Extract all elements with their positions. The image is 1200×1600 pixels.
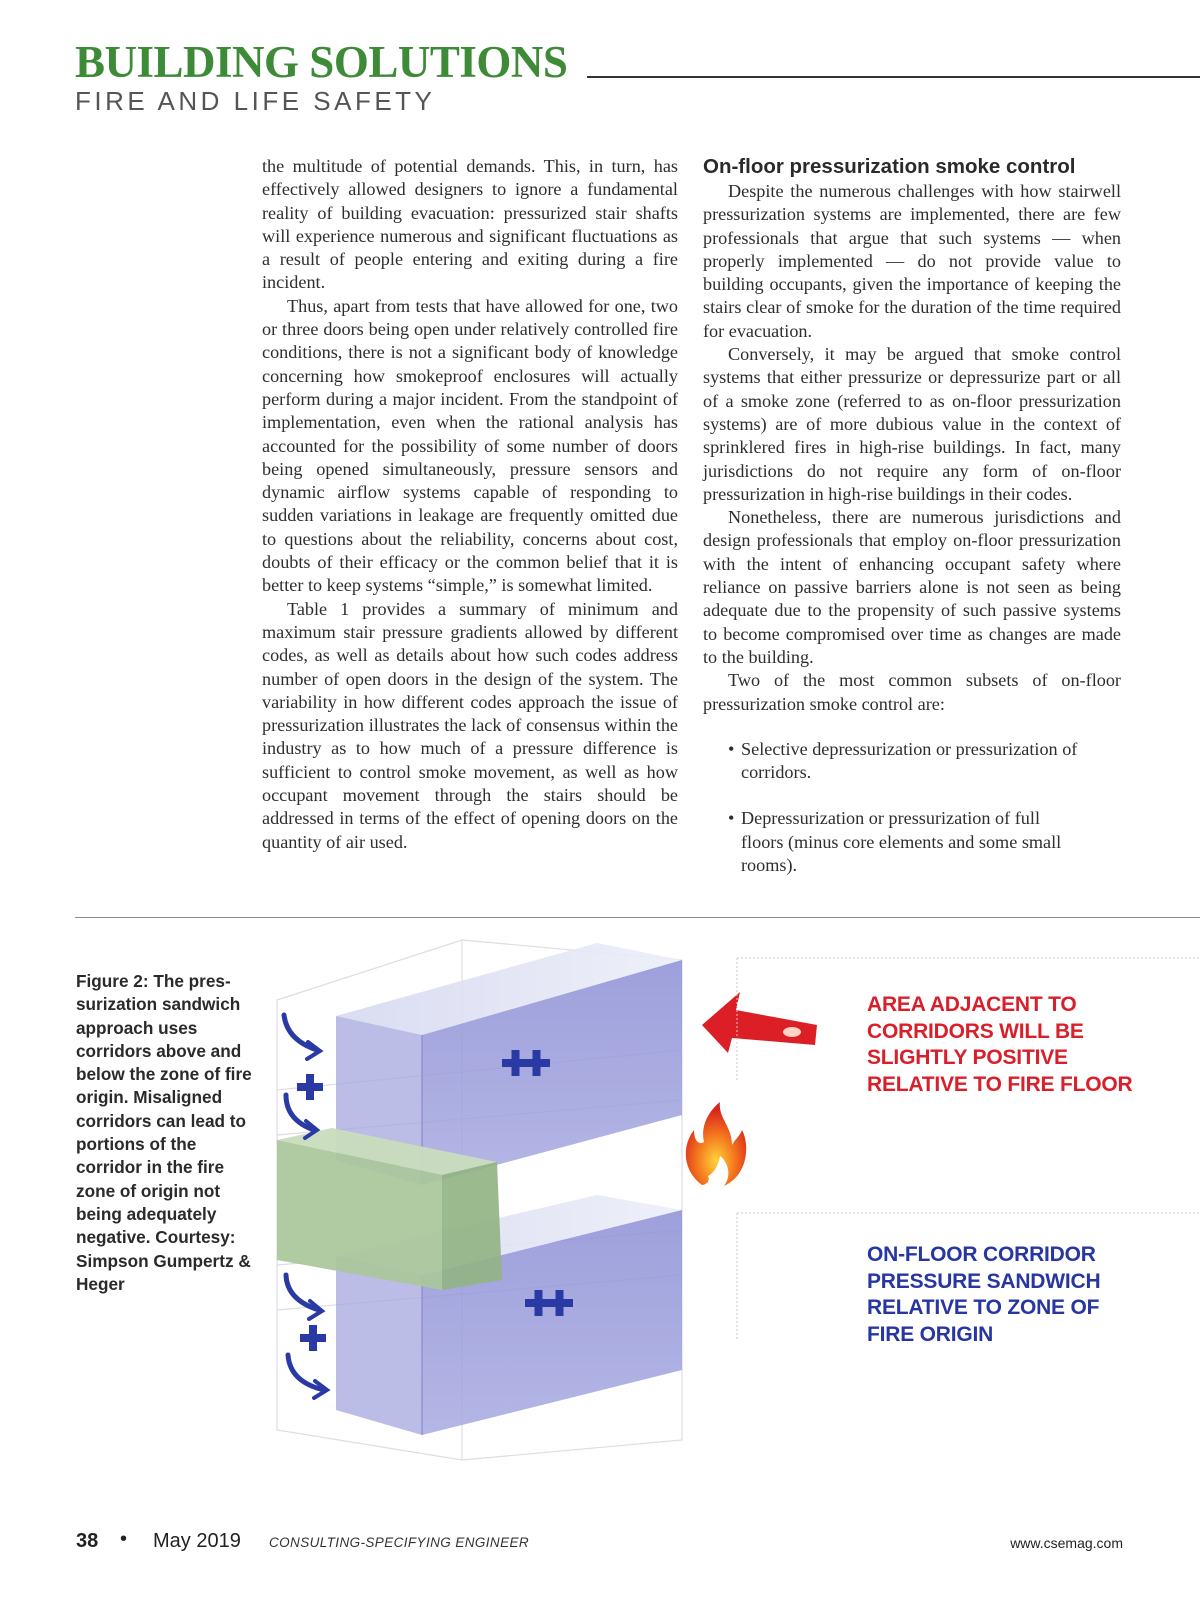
flame-icon [686, 1102, 746, 1186]
label-line: SLIGHTLY POSITIVE [867, 1046, 1068, 1069]
curved-arrow-icon [288, 1355, 327, 1398]
left-paragraph-2: Thus, apart from tests that have allowed for one, two or three doors being open under relatively controlled fire conditions, there is not a significant body of knowledge concerning how smokeproof enclosures will actually perform during a major incident. From the standpoint of implementation, even when the rational analysis has accounted for the possibility of some number of doors being opened simultaneously, pressure sensors and dynamic airflow systems capable of responding to sudden variations in leakage are frequently omitted due to questions about the reliability, concerns about cost, doubts of their efficacy or the common belief that it is better to keep systems “simple,” is somewhat limited. [262, 295, 678, 596]
header-title: BUILDING SOLUTIONS [75, 37, 568, 87]
label-line: PRESSURE SANDWICH [867, 1269, 1101, 1293]
left-paragraph-1: the multitude of potential demands. This, in turn, has effectively allowed designers to ignore a fundamental reality of building evacuation: pressurized stair shafts will experience numerous and significant fluctuations as a result of people entering and exiting during a fire incident. [262, 156, 678, 293]
publication-name: CONSULTING-SPECIFYING ENGINEER [269, 1535, 530, 1550]
website-url: www.csemag.com [1010, 1535, 1123, 1551]
footer-separator: • [120, 1528, 128, 1550]
curved-arrow-icon [286, 1095, 317, 1138]
right-paragraph-1: Despite the numerous challenges with how stairwell pressurization systems are implemented, there are few professionals that argue that such systems — when properly implemented — do not provide value to building occupants, given the importance of keeping the stairs clear of smoke for the duration of the time required for evacuation. [703, 181, 1121, 341]
issue-date: May 2019 [153, 1530, 241, 1552]
bullet-item: • Selective depressurization or pressurization of corridors. [703, 738, 1121, 785]
label-adjacent-area [867, 992, 1133, 1098]
label-line: CORRIDORS WILL BE [867, 1019, 1084, 1043]
label-pressure-sandwich [867, 1242, 1100, 1348]
page-number: 38 [76, 1530, 99, 1552]
section-divider [75, 917, 1200, 918]
bullet-item: • Depressurization or pressurization of full floors (minus core elements and some small rooms). [703, 807, 1121, 877]
bullet-list [703, 738, 1121, 877]
right-paragraph-4: Two of the most common subsets of on-floor pressurization smoke control are: [703, 670, 1121, 714]
label-line: FIRE ORIGIN [867, 1322, 994, 1346]
header-rule [587, 76, 1200, 78]
label-line: RELATIVE TO FIRE FLOOR [867, 1072, 1133, 1096]
curved-arrow-icon [284, 1015, 320, 1059]
plus-icon [297, 1074, 323, 1100]
section-heading: On-floor pressurization smoke control [703, 155, 1076, 178]
pressurization-sandwich-figure [262, 930, 1200, 1470]
left-column [262, 155, 678, 854]
figure-caption: Figure 2: The pressurization sandwich approach uses corridors above and below the zone of fire origin. Misaligned corridors can lead to portions of the corridor in the fire zone of origin not being adequately negative. Courtesy: Simpson Gumpertz & Heger [76, 971, 252, 1294]
label-line: AREA ADJACENT TO [867, 993, 1077, 1016]
label-line: ON-FLOOR CORRIDOR [867, 1243, 1096, 1266]
curved-arrow-icon [286, 1275, 322, 1319]
header-subtitle: FIRE AND LIFE SAFETY [75, 86, 436, 116]
label-line: RELATIVE TO ZONE OF [867, 1296, 1100, 1319]
right-paragraph-2: Conversely, it may be argued that smoke control systems that either pressurize or depressurize part or all of a smoke zone (referred to as on-floor pressurization systems) are of more dubious value in the context of sprinklered fires in high-rise buildings. In fact, many jurisdictions do not require any form of on-floor pressurization in high-rise buildings in their codes. [703, 344, 1121, 504]
plus-icon [300, 1325, 326, 1351]
left-paragraph-3: Table 1 provides a summary of minimum and maximum stair pressure gradients allowed by different codes, as well as details about how such codes address number of open doors in the design of the system. The variability in how different codes approach the issue of pressurization illustrates the lack of consensus within the industry as to how much of a pressure difference is sufficient to control smoke movement, as well as how occupant movement through the stairs should be addressed in terms of the effect of opening doors on the quantity of air used. [262, 598, 678, 852]
right-paragraph-3: Nonetheless, there are numerous jurisdictions and design professionals that employ on-floor pressurization with the intent of enhancing occupant safety where reliance on passive barriers alone is not seen as being adequate due to the propensity of such passive systems to become compromised over time as changes are made to the building. [703, 507, 1121, 667]
red-arrow-icon [702, 992, 817, 1053]
right-column [703, 155, 1121, 900]
